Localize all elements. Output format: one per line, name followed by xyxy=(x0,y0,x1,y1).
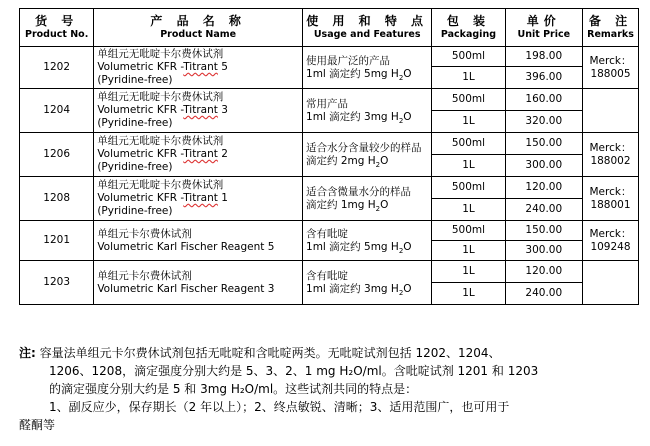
header-packaging: 包 装 Packaging xyxy=(432,9,505,47)
table-row xyxy=(20,133,639,155)
table-row xyxy=(20,221,639,241)
pack-size: 500ml xyxy=(432,221,505,241)
remark: Merck：188002 xyxy=(582,133,638,177)
product-no: 1202 xyxy=(20,47,94,89)
pack-size: 1L xyxy=(432,111,505,133)
pack-size: 500ml xyxy=(432,89,505,111)
header-remarks: 备 注 Remarks xyxy=(582,9,638,47)
header-product-no: 货 号 Product No. xyxy=(20,9,94,47)
table-row xyxy=(20,47,639,67)
product-no: 1203 xyxy=(20,261,94,305)
note-line-2: 1206、1208，滴定强度分别大约是 5、3、2、1 mg H₂O/ml。含吡啶试剂 1201 和 1203 xyxy=(49,364,539,378)
unit-price: 198.00 xyxy=(505,47,582,67)
pack-size: 500ml xyxy=(432,133,505,155)
remark: Merck：188001 xyxy=(582,177,638,221)
usage-features: 适合水分含量较少的样品 滴定约 2mg $H_2O$ xyxy=(303,133,432,177)
note-line-4: 1、副反应少，保存期长（2 年以上）；2、终点敏锐、清晰；3、适用范围广，也可用于 xyxy=(49,400,510,414)
product-name: 单组元卡尔费休试剂 Volumetric Karl Fischer Reagent 3 xyxy=(94,261,303,305)
unit-price: 160.00 xyxy=(505,89,582,111)
unit-price: 150.00 xyxy=(505,221,582,241)
note-line-5: 醛酮等 xyxy=(19,418,56,432)
product-name: 单组元无吡啶卡尔费休试剂 Volumetric KFR -Titrant 1 (Pyridine-free) xyxy=(94,177,303,221)
unit-price: 120.00 xyxy=(505,261,582,283)
pack-size: 1L xyxy=(432,67,505,89)
usage-features: 常用产品 1ml 滴定约 3mg $H_2O$ xyxy=(303,89,432,133)
pack-size: 1L xyxy=(432,283,505,305)
table-header-row xyxy=(20,9,639,47)
product-name: 单组元无吡啶卡尔费休试剂 Volumetric KFR -Titrant 3 (Pyridine-free) xyxy=(94,89,303,133)
table-row xyxy=(20,261,639,283)
remark xyxy=(582,89,638,133)
unit-price: 300.00 xyxy=(505,155,582,177)
table-row xyxy=(20,177,639,199)
product-name: 单组元卡尔费休试剂 Volumetric Karl Fischer Reagent 5 xyxy=(94,221,303,261)
unit-price: 150.00 xyxy=(505,133,582,155)
product-no: 1201 xyxy=(20,221,94,261)
pack-size: 1L xyxy=(432,155,505,177)
unit-price: 240.00 xyxy=(505,283,582,305)
unit-price: 396.00 xyxy=(505,67,582,89)
pack-size: 500ml xyxy=(432,47,505,67)
product-table xyxy=(19,8,639,305)
header-usage: 使 用 和 特 点 Usage and Features xyxy=(303,9,432,47)
usage-features: 适合含微量水分的样品 滴定约 1mg $H_2O$ xyxy=(303,177,432,221)
pack-size: 500ml xyxy=(432,177,505,199)
product-no: 1208 xyxy=(20,177,94,221)
product-no: 1204 xyxy=(20,89,94,133)
usage-features: 使用最广泛的产品 1ml 滴定约 5mg $H_2O$ xyxy=(303,47,432,89)
footnote xyxy=(19,344,629,434)
usage-features: 含有吡啶 1ml 滴定约 3mg $H_2O$ xyxy=(303,261,432,305)
remark: Merck：188005 xyxy=(582,47,638,89)
pack-size: 1L xyxy=(432,241,505,261)
pack-size: 1L xyxy=(432,261,505,283)
unit-price: 320.00 xyxy=(505,111,582,133)
unit-price: 300.00 xyxy=(505,241,582,261)
remark xyxy=(582,261,638,305)
note-line-1: 容量法单组元卡尔费休试剂包括无吡啶和含吡啶两类。无吡啶试剂包括 1202、1204、 xyxy=(39,346,501,360)
product-name: 单组元无吡啶卡尔费休试剂 Volumetric KFR -Titrant 5 (Pyridine-free) xyxy=(94,47,303,89)
product-no: 1206 xyxy=(20,133,94,177)
note-label: 注: xyxy=(19,346,36,360)
usage-features: 含有吡啶 1ml 滴定约 5mg $H_2O$ xyxy=(303,221,432,261)
note-line-3: 的滴定强度分别大约是 5 和 3mg H₂O/ml。这些试剂共同的特点是： xyxy=(49,382,418,396)
header-product-name: 产 品 名 称 Product Name xyxy=(94,9,303,47)
unit-price: 120.00 xyxy=(505,177,582,199)
unit-price: 240.00 xyxy=(505,199,582,221)
pack-size: 1L xyxy=(432,199,505,221)
remark: Merck：109248 xyxy=(582,221,638,261)
header-unit-price: 单价 Unit Price xyxy=(505,9,582,47)
table-row xyxy=(20,89,639,111)
product-name: 单组元无吡啶卡尔费休试剂 Volumetric KFR -Titrant 2 (Pyridine-free) xyxy=(94,133,303,177)
